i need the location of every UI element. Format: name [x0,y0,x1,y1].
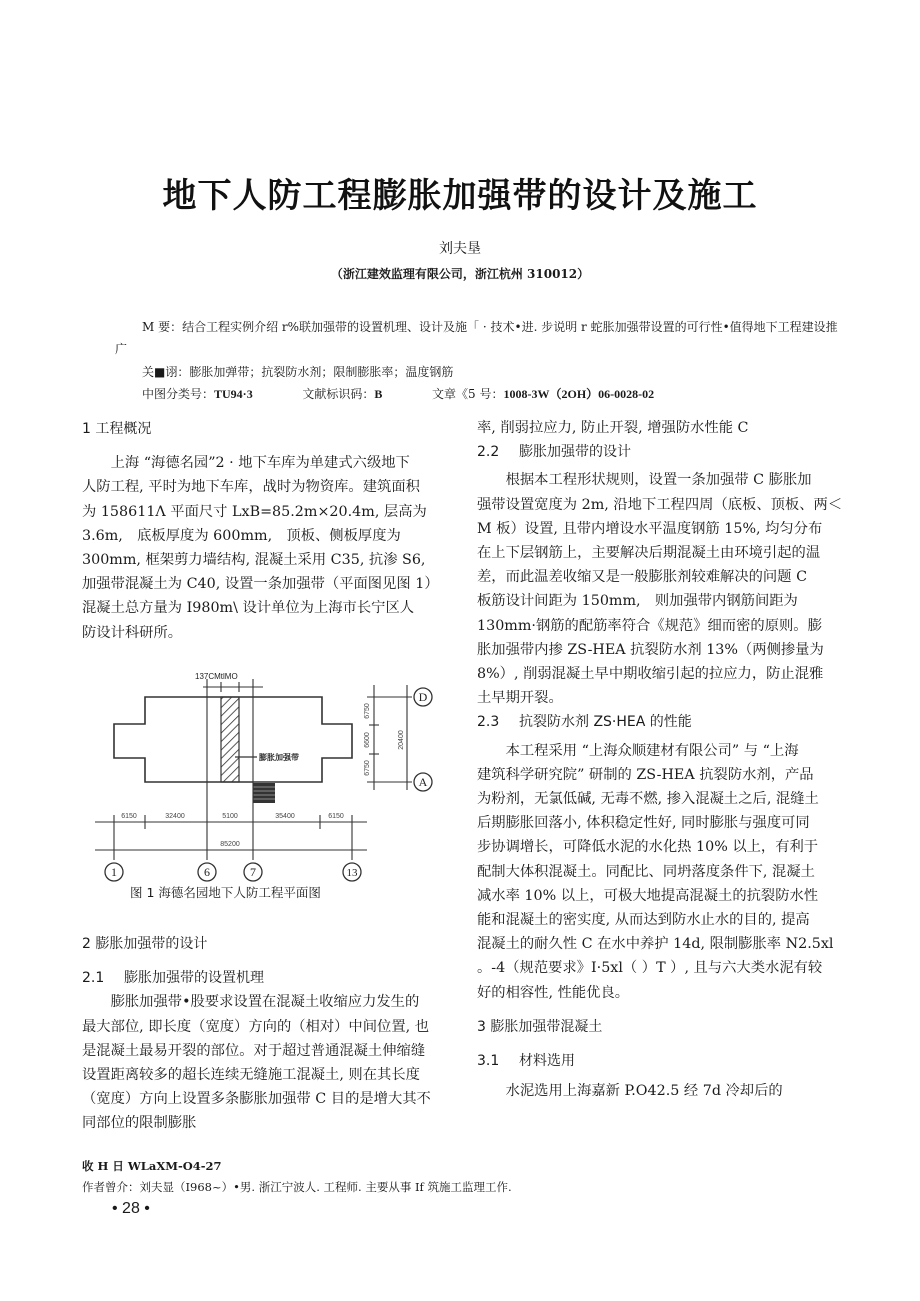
author-name: 刘夫垦 [439,241,481,257]
s22-line: 130mm·钢筋的配筋率符合《规范》细而密的原则。膨 [477,617,822,634]
article-id-label: 文章《5 号： [432,387,504,401]
s22-line: 差，而此温差收缩又是一般膨胀剂较难解决的问题 C [477,569,808,586]
s1-line: 300mm, 框架剪力墙结构, 混凝土采用 C35, 抗渗 S6, [82,552,426,569]
s21-line: （宽度）方向上设置多条膨胀加强带 C 目的是增大其不 [82,1091,431,1108]
band-label: 膨胀加强带 [259,753,299,762]
s23-line: 减水率 10% 以上，可极大地提高混凝土的抗裂防水性 [477,887,819,904]
section-2-heading: 2 膨胀加强带的设计 [82,936,208,952]
s23-line: 步协调增长，可降低水泥的水化热 10% 以上，有利于 [477,839,819,856]
s22-line: 根据本工程形状规则，设置一条加强带 C 膨胀加 [505,472,812,489]
author-affiliation: （浙江建效监理有限公司，浙江杭州 310012） [330,267,590,281]
s23-line: 。-4（规范要求》I·5xl（ ）T ）, 且与六大类水泥有较 [477,960,823,977]
s22-line: 在上下层钢筋上，主要解决后期混凝土由环境引起的温 [477,545,821,562]
s23-line: 本工程采用 “上海众顺建材有限公司” 与 “上海 [505,742,799,759]
svg-text:85200: 85200 [220,841,240,848]
section-number: 2.3 [477,714,500,731]
s21-line: 同部位的限制膨胀 [82,1115,197,1132]
svg-text:5100: 5100 [222,813,238,820]
section-2-3-heading [477,710,849,734]
classification-row [142,385,654,402]
axis-label-a: A [418,775,428,789]
continued-line: 率, 削弱拉应力, 防止开裂, 增强防水性能 C [477,420,749,436]
left-column [82,417,454,645]
s21-line: 膨胀加强带•股要求设置在混凝土收缩应力发生的 [110,994,420,1011]
left-column-section-2 [82,932,454,1136]
svg-text:6750: 6750 [364,703,371,719]
keywords: 关■诩：膨胀加弹带；抗裂防水剂；限制膨胀率；温度钢筋 [142,365,454,379]
s31-line: 水泥选用上海嘉新 P.O42.5 经 7d 冷却后的 [505,1083,783,1100]
s23-line: 好的相容性, 性能优良。 [477,984,630,1001]
s22-line: 胀加强带内掺 ZS-HEA 抗裂防水剂 13%（两侧掺量为 [477,641,824,658]
s1-line: 人防工程, 平时为地下车库，战时为物资库。建筑面积 [82,479,420,496]
s1-line: 3.6m, 底板厚度为 600mm, 顶板、侧板厚度为 [82,527,401,544]
s1-line: 上海 “海德名园”2 · 地下车库为单建式六级地下 [110,455,410,472]
s1-line: 加强带混凝土为 C40, 设置一条加强带（平面图见图 1） [82,576,439,593]
s21-line: 设置距离较多的超长连续无缝施工混凝土, 则在其长度 [82,1067,420,1084]
section-title: 抗裂防水剂 ZS·HEA 的性能 [519,714,692,731]
axis-label-7: 7 [250,865,256,879]
section-3-1-heading [477,1049,849,1073]
s22-line: 8%）, 削弱混凝土早中期收缩引起的拉应力，防止混雅 [477,666,824,683]
section-number: 3.1 [477,1053,500,1070]
s23-line: 能和混凝土的密实度, 从而达到防水止水的目的, 提高 [477,912,810,929]
s23-line: 配制大体积混凝土。同配比、同坍落度条件下, 混凝土 [477,863,815,880]
svg-text:35400: 35400 [275,813,295,820]
doc-code-value: B [374,387,383,401]
received-date: 收 H 日 WLaXM-O4-27 [82,1159,222,1173]
s22-line: 板筋设计间距为 150mm, 则加强带内钢筋间距为 [477,593,798,610]
section-title: 膨胀加强带的设置机理 [124,970,264,987]
s1-line: 混凝土总方量为 I980m\ 设计单位为上海市长宁区人 [82,600,415,617]
section-number: 2.2 [477,444,500,461]
svg-text:32400: 32400 [165,813,185,820]
s22-line: M 板）设置, 且带内增设水平温度钢筋 15%, 均匀分布 [477,520,823,537]
doc-code-label: 文献标识码： [302,387,375,401]
section-3-heading: 3 膨胀加强带混凝土 [477,1018,603,1035]
section-1-heading: 1 工程概况 [82,421,152,437]
figure-caption: 图 1 海德名园地下人防工程平面图 [130,885,321,900]
axis-label-1: 1 [111,865,117,879]
svg-text:6750: 6750 [364,760,371,776]
right-column [477,416,849,1103]
svg-text:6150: 6150 [328,813,344,820]
s23-line: 后期膨胀回落小, 体积稳定性好, 同时膨胀与强度可同 [477,815,810,832]
s23-line: 混凝土的耐久性 C 在水中养护 14d, 限制膨胀率 N2.5xl [477,936,834,953]
axis-label-d: D [418,690,428,704]
paper-title: 地下人防工程膨胀加强带的设计及施工 [162,176,758,216]
s22-line: 土早期开裂。 [477,690,563,707]
floor-plan-drawing [85,665,465,905]
article-id-value: 1008-3W（2OH）06-0028-02 [503,387,655,401]
s23-line: 建筑科学研究院” 研制的 ZS-HEA 抗裂防水剂，产品 [477,766,814,783]
axis-label-6: 6 [204,865,210,879]
clc-label: 中图分类号： [142,387,215,401]
s1-line: 为 158611Λ 平面尺寸 LxB=85.2m×20.4m, 层高为 [82,503,427,520]
figure-top-label: 137CMtlMO [195,672,238,681]
s23-line: 为粉剂，无氯低碱, 无毒不燃, 掺入混凝土之后, 混缝土 [477,791,819,808]
section-title: 材料选用 [519,1053,575,1070]
section-title: 膨胀加强带的设计 [519,444,631,461]
svg-text:6150: 6150 [121,813,137,820]
abstract-line-2: 广 [115,342,128,356]
section-2-1-heading [82,966,454,990]
section-2-2-heading [477,440,849,464]
svg-text:20400: 20400 [398,730,405,750]
clc-value: TU94·3 [214,387,253,401]
axis-label-13: 13 [346,867,358,879]
s22-line: 强带设置宽度为 2m, 沿地下工程四周（底板、顶板、两＜ [477,496,843,513]
page-number: • 28 • [112,1200,150,1217]
abstract-line-1: M 要：结合工程实例介绍 r%联加强带的设置机理、设计及施「 · 技术•进. 步说明 r 蛇胀加强带设置的可行性•值得地下工程建设推 [142,320,838,334]
figure-1-floor-plan [85,665,465,905]
s21-line: 是混凝土最易开裂的部位。对于超过普通混凝土伸缩缝 [82,1042,426,1059]
svg-text:6600: 6600 [364,732,371,748]
s1-line: 防设计科研所。 [82,624,183,641]
author-bio: 作者曾介：刘夫显（I968~）•男. 浙江宁波人. 工程师. 主要从事 If 筑施工监理工作. [82,1180,512,1194]
section-number: 2.1 [82,970,105,987]
s21-line: 最大部位, 即长度（宽度）方向的（相对）中间位置, 也 [82,1018,430,1035]
